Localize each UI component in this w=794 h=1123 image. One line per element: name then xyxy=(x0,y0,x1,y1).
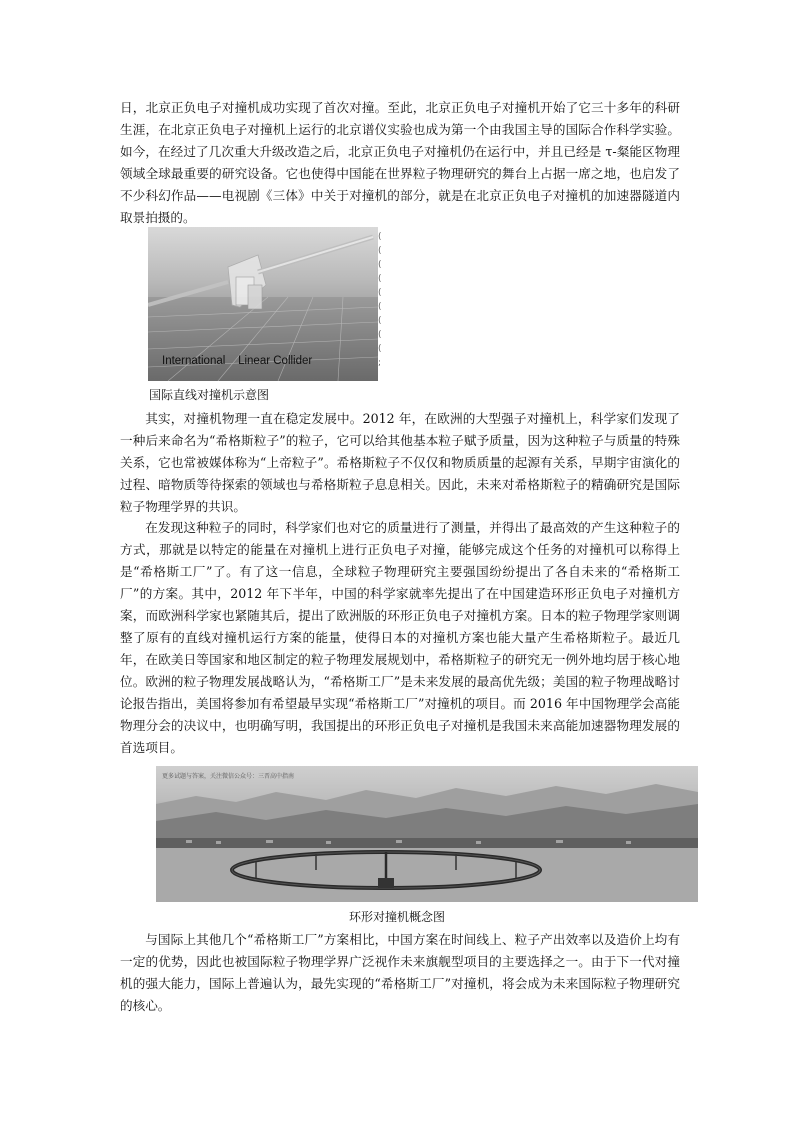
ilc-illustration xyxy=(148,227,378,381)
paragraph-beijing-collider: 日，北京正负电子对撞机成功实现了首次对撞。至此，北京正负电子对撞机开始了它三十多年的科研生涯，在北京正负电子对撞机上运行的北京谱仪实验也成为第一个由我国主导的国际合作科学实验。如今，在经过了几次重大升级改造之后，北京正负电子对撞机仍在运行中，并且已经是 τ-粲能区物理领域全球最重要的研究设备。它也使得中国能在世界粒子物理研究的舞台上占据一席之地，也启发了不少科幻作品——电视剧《三体》中关于对撞机的部分，就是在北京正负电子对撞机的加速器隧道内取景拍摄的。 xyxy=(120,100,680,225)
paragraph-higgs-factory: 在发现这种粒子的同时，科学家们也对它的质量进行了测量，并得出了最高效的产生这种粒子的方式，那就是以特定的能量在对撞机上进行正负电子对撞，能够完成这个任务的对撞机可以称得上是“希格斯工厂”了。有了这一信息，全球粒子物理研究主要强国纷纷提出了各自未来的“希格斯工厂”的方案。其中，2012 年下半年，中国的科学家就率先提出了在中国建造环形正负电子对撞机方案，而欧洲科学家也紧随其后，提出了欧洲版的环形正负电子对撞机方案。日本的粒子物理学家则调整了原有的直线对撞机运行方案的能量，使得日本的对撞机方案也能大量产生希格斯粒子。最近几年，在欧美日等国家和地区制定的粒子物理发展规划中，希格斯粒子的研究无一例外地均居于核心地位。欧洲的粒子物理发展战略认为，“希格斯工厂”是未来发展的最高优先级；美国的粒子物理战略讨论报告指出，美国将参加有希望最早实现“希格斯工厂”对撞机的项目。而 2016 年中国物理学会高能物理分会的决议中，也明确写明，我国提出的环形正负电子对撞机是我国未来高能加速器物理发展的首选项目。 xyxy=(120,520,680,755)
figure2-caption: 环形对撞机概念图 xyxy=(348,910,445,924)
circular-collider-illustration xyxy=(156,766,698,902)
paragraph-higgs-discovery: 其实，对撞机物理一直在稳定发展中。2012 年，在欧洲的大型强子对撞机上，科学家们发现了一种后来命名为“希格斯粒子”的粒子，它可以给其他基本粒子赋予质量，因为这种粒子与质量的特殊关系，它也常被媒体称为“上帝粒子”。希格斯粒子不仅仅和物质质量的起源有关系，早期宇宙演化的过程、暗物质等待探索的领域也与希格斯粒子息息相关。因此，未来对希格斯粒子的精确研究是国际粒子物理学界的共识。 xyxy=(120,411,680,514)
paragraph-china-proposal: 与国际上其他几个“希格斯工厂”方案相比，中国方案在时间线上、粒子产出效率以及造价上均有一定的优势，因此也被国际粒子物理学界广泛视作未来旗舰型项目的主要选择之一。由于下一代对撞机的强大能力，国际上普遍认为，最先实现的“希格斯工厂”对撞机，将会成为未来国际粒子物理研究的核心。 xyxy=(120,932,680,1013)
figure1-caption: 国际直线对撞机示意图 xyxy=(149,388,270,402)
ring-landscape-graphic xyxy=(156,766,698,902)
cropped-text-edge: ( ( ( ( ( ( ( ( ( ; xyxy=(378,232,382,368)
ilc-label: International Linear Collider xyxy=(162,355,313,367)
watermark-text: 更多试题与答案，关注微信公众号：三晋高中指南 xyxy=(162,773,295,780)
